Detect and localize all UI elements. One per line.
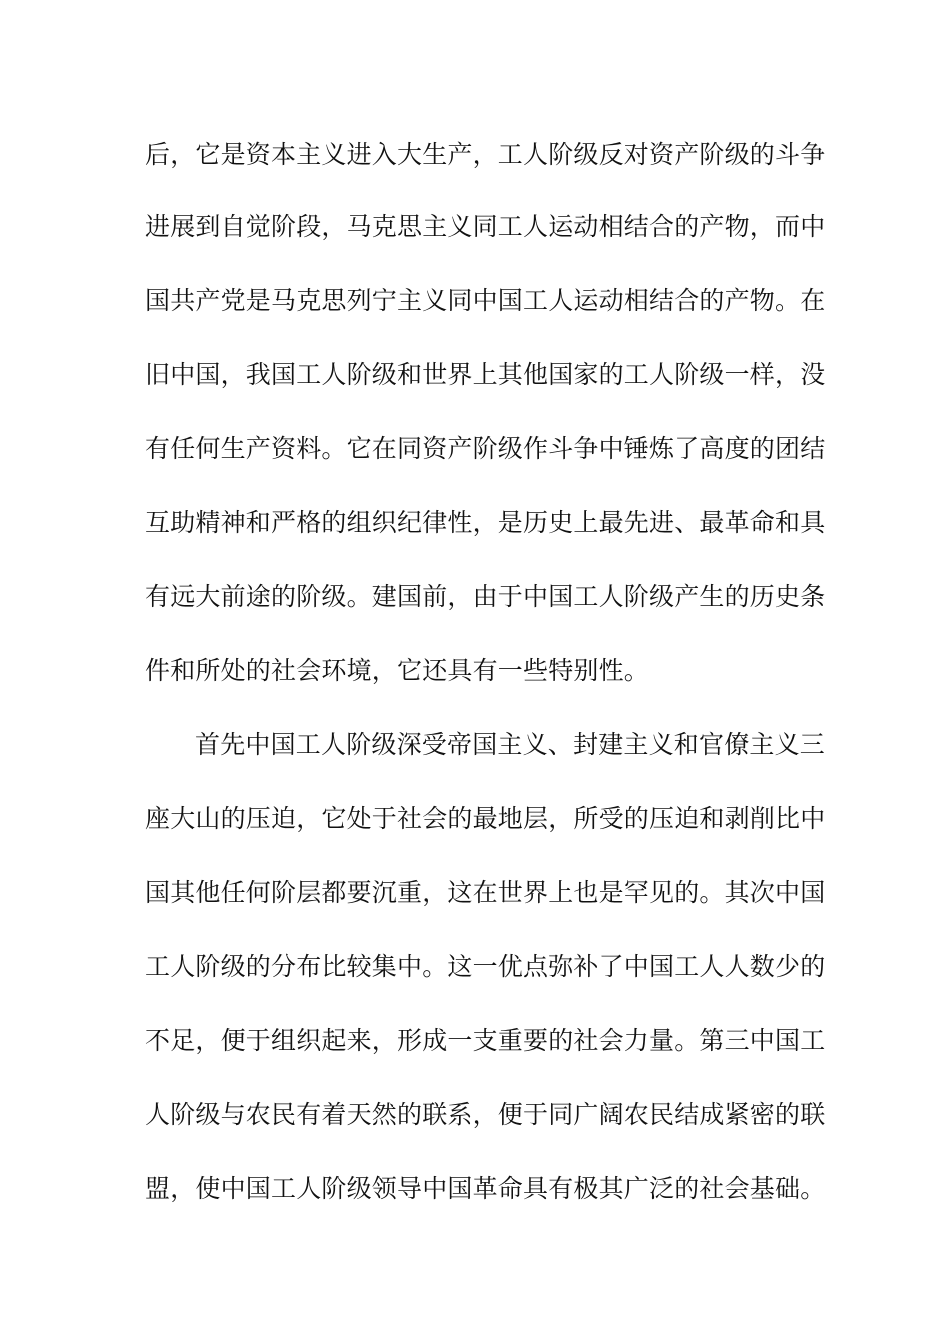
paragraph-1-line-3: 国共产党是马克思列宁主义同中国工人运动相结合的产物。在 <box>145 286 826 315</box>
paragraph-2-line-3: 国其他任何阶层都要沉重，这在世界上也是罕见的。其次中国 <box>145 878 826 907</box>
paragraph-2-line-7: 盟，使中国工人阶级领导中国革命具有极其广泛的社会基础。 <box>145 1174 826 1203</box>
paragraph-2-line-4: 工人阶级的分布比较集中。这一优点弥补了中国工人人数少的 <box>145 952 826 981</box>
paragraph-1-line-1: 后，它是资本主义进入大生产，工人阶级反对资产阶级的斗争 <box>145 140 826 169</box>
paragraph-1-line-2: 进展到自觉阶段，马克思主义同工人运动相结合的产物，而中 <box>145 212 826 241</box>
paragraph-2-line-1: 首先中国工人阶级深受帝国主义、封建主义和官僚主义三 <box>195 730 826 759</box>
paragraph-2-line-2: 座大山的压迫，它处于社会的最地层，所受的压迫和剥削比中 <box>145 804 826 833</box>
paragraph-1-line-5: 有任何生产资料。它在同资产阶级作斗争中锤炼了高度的团结 <box>145 434 826 463</box>
paragraph-2-line-6: 人阶级与农民有着天然的联系，便于同广阔农民结成紧密的联 <box>145 1100 826 1129</box>
paragraph-1-line-8: 件和所处的社会环境，它还具有一些特别性。 <box>145 656 650 685</box>
paragraph-1-line-6: 互助精神和严格的组织纪律性，是历史上最先进、最革命和具 <box>145 508 826 537</box>
paragraph-1-line-4: 旧中国，我国工人阶级和世界上其他国家的工人阶级一样，没 <box>145 360 826 389</box>
paragraph-1-line-7: 有远大前途的阶级。建国前，由于中国工人阶级产生的历史条 <box>145 582 826 611</box>
paragraph-2-line-5: 不足，便于组织起来，形成一支重要的社会力量。第三中国工 <box>145 1026 826 1055</box>
